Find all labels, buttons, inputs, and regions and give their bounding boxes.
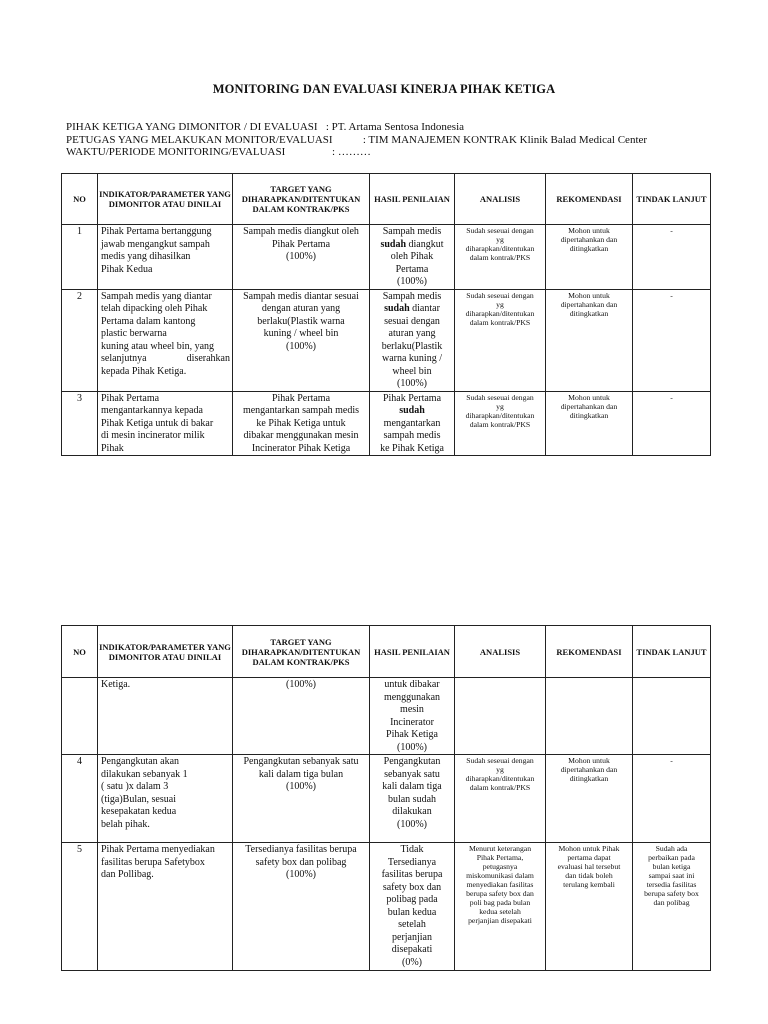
text-line: miskomunikasi dalam (466, 871, 534, 880)
text-line: dipertahankan dan (560, 299, 618, 309)
text-line: (100%) (286, 251, 316, 262)
col-header-indikator: INDIKATOR/PARAMETER YANG DIMONITOR ATAU DINILAI (98, 174, 233, 225)
text-line: (100%) (397, 741, 427, 753)
cell-tindak-lanjut (633, 678, 711, 755)
table-row (62, 678, 711, 755)
text-line: Ketiga. (101, 679, 131, 690)
text-line: (100%) (286, 869, 316, 880)
text-line: Pihak (101, 442, 124, 454)
cell-analisis (455, 755, 546, 843)
text-line: Incinerator (390, 716, 434, 728)
text-line: Tersedianya fasilitas berupa (245, 844, 357, 855)
text-line: evaluasi hal tersebut (557, 862, 621, 871)
text-line: plastic berwarna (101, 328, 167, 339)
col-header-indikator: INDIKATOR/PARAMETER YANG DIMONITOR ATAU DINILAI (98, 626, 233, 678)
text-line: dipertahankan dan (560, 235, 618, 244)
text-line: Sudah seseuai dengan (466, 392, 534, 402)
col-header-hasil: HASIL PENILAIAN (370, 626, 455, 678)
text-line: yg (496, 235, 504, 244)
text-line: Mohon untuk (568, 756, 610, 765)
table-header-row (62, 626, 711, 678)
text-line: medis yang dihasilkan (101, 251, 191, 262)
text-line: Pihak Ketiga (386, 729, 438, 740)
text-line: yg (496, 299, 504, 309)
text-line: Pengangkutan (383, 756, 441, 767)
text-line: mengantarkan (383, 417, 441, 429)
text-line: mengantarkan sampah medis (242, 405, 360, 416)
text-line: diharapkan/ditentukan (465, 244, 535, 253)
text-line: sampah medis (383, 430, 441, 441)
cell-target (233, 843, 370, 971)
cell-indikator (98, 755, 233, 843)
cell-hasil (370, 678, 455, 755)
text-line: belah pihak. (101, 818, 150, 830)
text-line (372, 239, 452, 252)
text-line: Pihak Pertama (271, 238, 331, 250)
text-line: untuk dibakar (384, 679, 440, 690)
text-line: ke Pihak Ketiga untuk (256, 417, 346, 429)
text-line: Sampah medis yang diantar (101, 290, 212, 302)
text-line: Tidak (400, 844, 424, 855)
text-line: kepada Pihak Ketiga. (101, 365, 187, 377)
table-row (62, 225, 711, 290)
text-line: Pihak Pertama menyediakan (101, 844, 215, 855)
col-header-rekomendasi: REKOMENDASI (546, 626, 633, 678)
text-line: bulan kedua (387, 906, 437, 918)
text-line: Incinerator Pihak Ketiga (251, 442, 351, 454)
table-row (62, 843, 711, 971)
text-line: dalam kontrak/PKS (469, 419, 531, 429)
text-line: Pihak Pertama, (476, 853, 524, 862)
text-line (372, 303, 452, 316)
cell-target (233, 755, 370, 843)
text-line: Pihak Ketiga untuk di bakar (101, 417, 214, 429)
text-line: perjanjian (392, 931, 432, 943)
text-line: dan polibag (653, 898, 690, 907)
meta-label: WAKTU/PERIODE MONITORING/EVALUASI (66, 146, 286, 158)
text-line: Pertama (395, 263, 429, 275)
text-line: Pihak Pertama bertanggung (101, 226, 212, 237)
col-header-rekomendasi: REKOMENDASI (546, 174, 633, 225)
text-line: berupa safety box (644, 889, 699, 898)
cell-indikator (98, 843, 233, 971)
cell-hasil (370, 225, 455, 290)
text-line: sesuai dengan (384, 315, 440, 327)
text-fragment: diserahkan (186, 353, 230, 364)
cell-rekomendasi (546, 225, 633, 290)
text-line: Pertama dalam kantong (101, 315, 196, 327)
text-line: oleh Pihak (390, 251, 434, 262)
text-line: aturan yang (388, 328, 436, 339)
col-header-no: NO (62, 174, 98, 225)
text-line: (0%) (402, 956, 422, 968)
document-title: MONITORING DAN EVALUASI KINERJA PIHAK KETIGA (212, 82, 556, 96)
text-line: kuning / wheel bin (263, 328, 339, 339)
text-line: terulang kembali (563, 880, 615, 889)
cell-target (233, 678, 370, 755)
text-line: dipertahankan dan (560, 765, 618, 774)
cell-analisis (455, 843, 546, 971)
text-line: Menurut keterangan (468, 844, 532, 853)
cell-no: 4 (62, 755, 98, 843)
cell-hasil (370, 289, 455, 391)
cell-tindak-lanjut (633, 843, 711, 971)
text-line: ditingkatkan (569, 410, 609, 420)
text-line: (100%) (286, 781, 316, 792)
cell-indikator (98, 225, 233, 290)
text-line: diharapkan/ditentukan (465, 410, 535, 420)
text-line: perjanjian disepakati (468, 916, 532, 925)
text-line: polibag pada (386, 894, 438, 905)
col-header-hasil: HASIL PENILAIAN (370, 174, 455, 225)
text-line: Pihak Pertama (271, 392, 331, 404)
text-line: Sudah ada (655, 844, 688, 853)
text-line: Sampah medis diangkut oleh (243, 226, 359, 237)
text-line: (100%) (397, 818, 427, 830)
col-header-target: TARGET YANG DIHARAPKAN/DITENTUKAN DALAM KONTRAK/PKS (233, 626, 370, 678)
text-fragment: diangkut (408, 238, 444, 250)
text-line: dipertahankan dan (560, 401, 618, 411)
text-fragment: selanjutnya (101, 353, 147, 364)
cell-analisis (455, 289, 546, 391)
text-line: dibakar menggunakan mesin (243, 430, 359, 441)
text-line: yg (496, 765, 504, 774)
text-line: disepakati (391, 944, 433, 955)
text-line: Pengangkutan sebanyak satu (243, 756, 359, 767)
text-line: kedua setelah (479, 907, 521, 916)
text-line: petugasnya (482, 862, 518, 871)
text-line (101, 353, 230, 366)
table-row (62, 289, 711, 391)
meta-label: PIHAK KETIGA YANG DIMONITOR / DI EVALUASI (66, 121, 318, 133)
cell-no: 1 (62, 225, 98, 290)
text-line: dan tidak boleh (565, 871, 613, 880)
text-line: Sampah medis diantar sesuai (243, 290, 359, 302)
text-line: Tersedianya (387, 856, 437, 868)
cell-analisis (455, 678, 546, 755)
col-header-target: TARGET YANG DIHARAPKAN/DITENTUKAN DALAM KONTRAK/PKS (233, 174, 370, 225)
text-line: Mohon untuk (568, 290, 610, 300)
text-line: berlaku(Plastik (381, 340, 443, 352)
text-line: sebanyak satu (384, 768, 440, 780)
text-line: yg (496, 401, 504, 411)
cell-analisis (455, 391, 546, 456)
cell-target (233, 225, 370, 290)
meta-row-petugas (66, 134, 647, 147)
text-line: Mohon untuk (568, 392, 610, 402)
text-line: Sampah medis (382, 226, 442, 237)
text-line: Mohon untuk Pihak (558, 844, 620, 853)
cell-indikator (98, 391, 233, 456)
text-line: jawab mengangkut sampah (101, 238, 210, 250)
text-line: Pengangkutan akan (101, 756, 180, 767)
text-line: (100%) (286, 340, 316, 352)
text-line: dilakukan (392, 806, 432, 817)
text-line: diharapkan/ditentukan (465, 774, 535, 783)
cell-tindak-lanjut: - (633, 289, 711, 391)
text-line: (100%) (397, 378, 427, 389)
evaluation-table-1 (61, 173, 711, 456)
text-line: ditingkatkan (569, 774, 609, 783)
cell-tindak-lanjut: - (633, 391, 711, 456)
text-line: ke Pihak Ketiga (380, 442, 444, 454)
cell-no: 2 (62, 289, 98, 391)
text-line: perbaikan pada (648, 853, 695, 862)
table-row (62, 391, 711, 456)
cell-indikator (98, 678, 233, 755)
text-line: safety box dan (382, 881, 442, 893)
col-header-tindak-lanjut: TINDAK LANJUT (633, 626, 711, 678)
text-line: menyediakan fasilitas (466, 880, 534, 889)
meta-value: : ……… (285, 146, 371, 158)
emphasis-sudah: sudah (399, 405, 425, 416)
table-row (62, 755, 711, 843)
text-line: mesin (400, 704, 424, 715)
text-line: dengan aturan yang (261, 303, 341, 314)
text-line: kesepakatan kedua (101, 806, 177, 817)
text-line: (100%) (397, 276, 427, 287)
col-header-analisis: ANALISIS (455, 174, 546, 225)
emphasis-sudah: sudah (380, 238, 407, 250)
cell-indikator (98, 289, 233, 391)
text-line: Sudah seseuai dengan (466, 756, 534, 765)
text-line: Pihak Pertama (101, 392, 160, 404)
meta-value: : PT. Artama Sentosa Indonesia (317, 121, 465, 133)
text-line: dalam kontrak/PKS (469, 317, 531, 327)
text-line: pertama dapat (567, 853, 611, 862)
text-line: kali dalam tiga bulan (258, 768, 344, 780)
text-line: Mohon untuk (568, 226, 610, 235)
text-line: (100%) (286, 679, 316, 690)
table-header-row (62, 174, 711, 225)
cell-analisis (455, 225, 546, 290)
col-header-tindak-lanjut: TINDAK LANJUT (633, 174, 711, 225)
text-line: berupa safety box dan (466, 889, 534, 898)
text-line: dalam kontrak/PKS (469, 783, 531, 792)
text-line: warna kuning / (382, 353, 442, 364)
cell-tindak-lanjut: - (633, 755, 711, 843)
text-line: bulan sudah (387, 793, 437, 805)
cell-no (62, 678, 98, 755)
text-line: ( satu )x dalam 3 (101, 781, 169, 792)
text-line: Pihak Pertama (382, 392, 442, 404)
text-line: Sudah seseuai dengan (466, 226, 534, 235)
cell-hasil (370, 843, 455, 971)
col-header-analisis: ANALISIS (455, 626, 546, 678)
text-line: dalam kontrak/PKS (469, 253, 531, 262)
text-line: Pihak Kedua (101, 263, 153, 275)
text-line: kuning atau wheel bin, yang (101, 340, 215, 352)
cell-rekomendasi (546, 843, 633, 971)
text-line: poli bag pada bulan (469, 898, 531, 907)
text-line: diharapkan/ditentukan (465, 308, 535, 318)
text-line: dan Pollibag. (101, 869, 154, 880)
text-line: fasilitas berupa (381, 869, 443, 880)
text-fragment: diantar (412, 303, 440, 314)
text-line: setelah (398, 919, 426, 930)
cell-no: 3 (62, 391, 98, 456)
cell-rekomendasi (546, 391, 633, 456)
col-header-no: NO (62, 626, 98, 678)
emphasis-sudah: sudah (384, 303, 410, 314)
text-line: fasilitas berupa Safetybox (101, 856, 205, 868)
cell-rekomendasi (546, 289, 633, 391)
text-line: safety box dan polibag (255, 856, 347, 868)
text-line: Sudah seseuai dengan (466, 290, 534, 300)
text-line: di mesin incinerator milik (101, 430, 205, 441)
cell-no: 5 (62, 843, 98, 971)
text-line: sampai saat ini (648, 871, 695, 880)
document-meta (66, 121, 647, 159)
text-line: kali dalam tiga (382, 781, 442, 792)
text-line: bulan ketiga (652, 862, 691, 871)
text-line: mengantarkannya kepada (101, 405, 203, 416)
text-line: ditingkatkan (569, 308, 609, 318)
evaluation-table-2 (61, 625, 711, 971)
text-line: wheel bin (392, 365, 432, 377)
text-line: ditingkatkan (569, 244, 609, 253)
text-line: (tiga)Bulan, sesuai (101, 793, 176, 805)
meta-row-waktu (66, 146, 647, 159)
meta-value: : TIM MANAJEMEN KONTRAK Klinik Balad Medical Center (332, 133, 648, 146)
cell-hasil (370, 391, 455, 456)
cell-target (233, 289, 370, 391)
cell-hasil (370, 755, 455, 843)
text-line: Sampah medis (382, 290, 442, 302)
text-line: tersedia fasilitas (646, 880, 697, 889)
text-line: berlaku(Plastik warna (257, 315, 345, 327)
text-line (372, 405, 452, 418)
cell-rekomendasi (546, 755, 633, 843)
cell-rekomendasi (546, 678, 633, 755)
text-line: menggunakan (383, 691, 441, 703)
text-line: dilakukan sebanyak 1 (101, 768, 188, 780)
cell-tindak-lanjut: - (633, 225, 711, 290)
cell-target (233, 391, 370, 456)
meta-row-pihak-ketiga (66, 121, 647, 134)
text-line: telah dipacking oleh Pihak (101, 303, 208, 314)
meta-label: PETUGAS YANG MELAKUKAN MONITOR/EVALUASI (66, 133, 333, 146)
